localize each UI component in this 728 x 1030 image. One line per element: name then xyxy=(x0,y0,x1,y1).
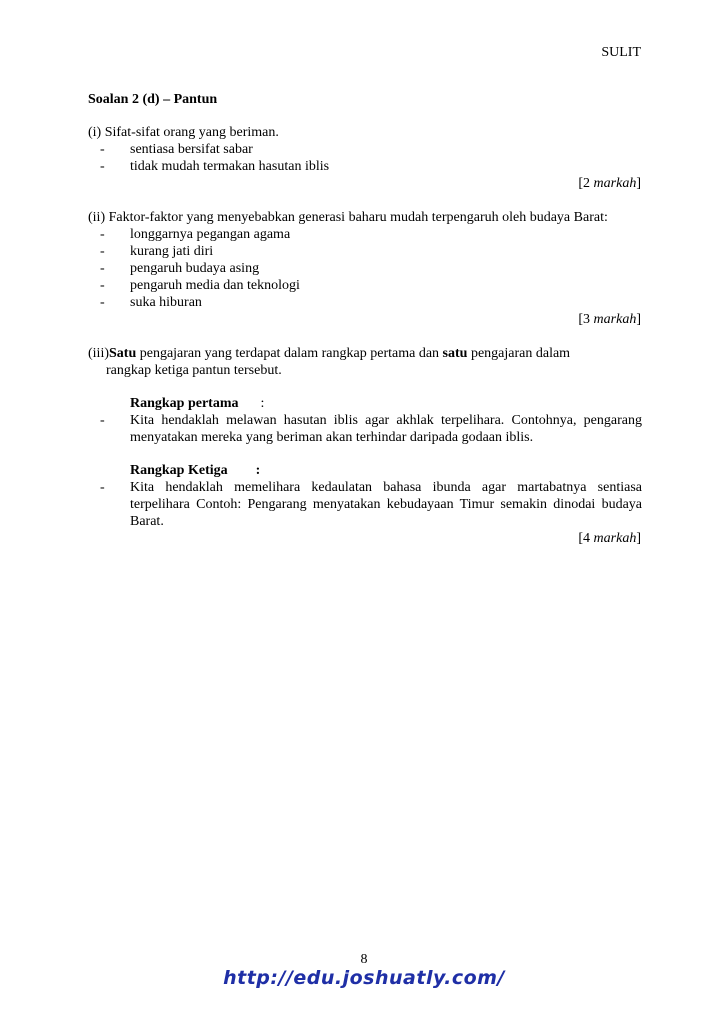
rangkap-ketiga-answer: Kita hendaklah memelihara kedaulatan bahasa ibunda agar martabatnya sentiasa terpelihara Contoh: Pengarang menyatakan kebudayaan Timur semakin dinodai budaya Barat. xyxy=(130,480,642,529)
q3-marks: [4 markah] xyxy=(578,531,641,546)
question-1-intro: (i) Sifat-sifat orang yang beriman. xyxy=(88,125,279,140)
bullet-dash: - xyxy=(100,244,105,259)
bullet-dash: - xyxy=(100,159,105,174)
sub-heading-rangkap-ketiga: Rangkap Ketiga : xyxy=(130,463,261,478)
question-2-intro: (ii) Faktor-faktor yang menyebabkan generasi baharu mudah terpengaruh oleh budaya Barat: xyxy=(88,210,608,225)
q2-answer-item: kurang jati diri xyxy=(130,244,214,259)
q1-marks: [2 markah] xyxy=(578,176,641,191)
rangkap-pertama-answer: Kita hendaklah melawan hasutan iblis agar akhlak terpelihara. Contohnya, pengarang menyatakan mereka yang beriman akan terhindar daripada godaan iblis. xyxy=(130,413,642,445)
bullet-dash: - xyxy=(100,480,105,495)
bullet-dash: - xyxy=(100,261,105,276)
bullet-dash: - xyxy=(100,142,105,157)
q1-answer-item: tidak mudah termakan hasutan iblis xyxy=(130,159,330,174)
q2-answer-item: suka hiburan xyxy=(130,295,202,310)
bullet-dash: - xyxy=(100,413,105,428)
question-3-intro-line2: rangkap ketiga pantun tersebut. xyxy=(106,363,282,378)
bullet-dash: - xyxy=(100,295,105,310)
q2-marks: [3 markah] xyxy=(578,312,641,327)
q1-answer-item: sentiasa bersifat sabar xyxy=(130,142,253,157)
bullet-dash: - xyxy=(100,227,105,242)
footer-url-link[interactable]: http://edu.joshuatly.com/ xyxy=(223,967,505,989)
page-number: 8 xyxy=(360,952,368,967)
q2-answer-item: pengaruh media dan teknologi xyxy=(130,278,300,293)
question-3-intro: (iii)Satu pengajaran yang terdapat dalam rangkap pertama dan satu pengajaran dalam xyxy=(88,346,571,361)
q2-answer-item: pengaruh budaya asing xyxy=(130,261,260,276)
bullet-dash: - xyxy=(100,278,105,293)
sub-heading-rangkap-pertama: Rangkap pertama : xyxy=(130,396,265,411)
sulit-label: SULIT xyxy=(601,45,641,60)
page-heading: Soalan 2 (d) – Pantun xyxy=(88,92,218,107)
q2-answer-item: longgarnya pegangan agama xyxy=(130,227,291,242)
